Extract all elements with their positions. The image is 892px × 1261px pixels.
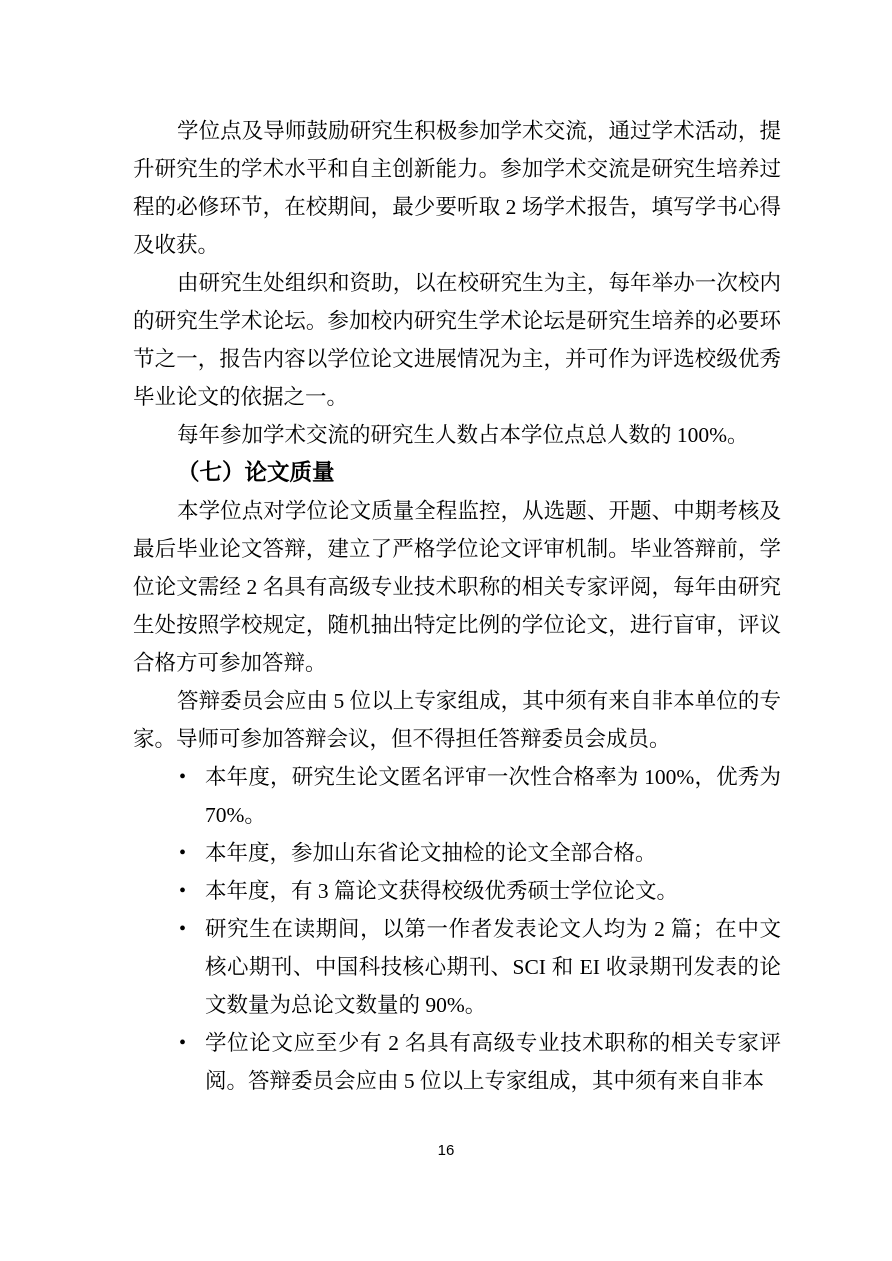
- bullet-icon: •: [179, 1032, 187, 1054]
- paragraph-quality-monitoring: 本学位点对学位论文质量全程监控，从选题、开题、中期考核及最后毕业论文答辩，建立了严格学位论文评审机制。毕业答辩前，学位论文需经 2 名具有高级专业技术职称的相关专家评阅，每年由研究生处按照学校规定，随机抽出特定比例的学位论文，进行盲审，评议合格方可参加答辩。: [133, 499, 781, 675]
- bullet-text: 本年度，有 3 篇论文获得校级优秀硕士学位论文。: [205, 879, 679, 903]
- bullet-item-publications: [133, 910, 781, 1024]
- bullet-item-pass-rate: [133, 758, 781, 834]
- bullet-icon: •: [179, 918, 187, 940]
- bullet-text: 研究生在读期间，以第一作者发表论文人均为 2 篇；在中文核心期刊、中国科技核心期刊、SCI 和 EI 收录期刊发表的论文数量为总论文数量的 90%。: [205, 917, 781, 1017]
- paragraph-defense-committee: 答辩委员会应由 5 位以上专家组成，其中须有来自非本单位的专家。导师可参加答辩会议，但不得担任答辩委员会成员。: [133, 689, 781, 751]
- section-heading-thesis-quality: （七）论文质量: [177, 460, 335, 485]
- bullet-icon: •: [179, 842, 187, 864]
- bullet-text: 学位论文应至少有 2 名具有高级专业技术职称的相关专家评阅。答辩委员会应由 5 位以上专家组成，其中须有来自非本: [205, 1031, 781, 1093]
- bullet-text: 本年度，研究生论文匿名评审一次性合格率为 100%，优秀为 70%。: [205, 765, 781, 827]
- bullet-item-provincial-check: [133, 834, 781, 872]
- bullet-item-excellent-theses: [133, 872, 781, 910]
- bullet-text: 本年度，参加山东省论文抽检的论文全部合格。: [205, 841, 657, 865]
- bullet-icon: •: [179, 880, 187, 902]
- page-number: 16: [437, 1142, 455, 1159]
- page-content: [133, 112, 781, 1100]
- paragraph-academic-exchange: 学位点及导师鼓励研究生积极参加学术交流，通过学术活动，提升研究生的学术水平和自主创新能力。参加学术交流是研究生培养过程的必修环节，在校期间，最少要听取 2 场学术报告，填写学书心得及收获。: [133, 119, 781, 257]
- paragraph-forum: 由研究生处组织和资助，以在校研究生为主，每年举办一次校内的研究生学术论坛。参加校内研究生学术论坛是研究生培养的必要环节之一，报告内容以学位论文进展情况为主，并可作为评选校级优秀毕业论文的依据之一。: [133, 271, 781, 409]
- bullet-item-expert-review: [133, 1024, 781, 1100]
- paragraph-participation-rate: 每年参加学术交流的研究生人数占本学位点总人数的 100%。: [177, 423, 749, 447]
- bullet-icon: •: [179, 766, 187, 788]
